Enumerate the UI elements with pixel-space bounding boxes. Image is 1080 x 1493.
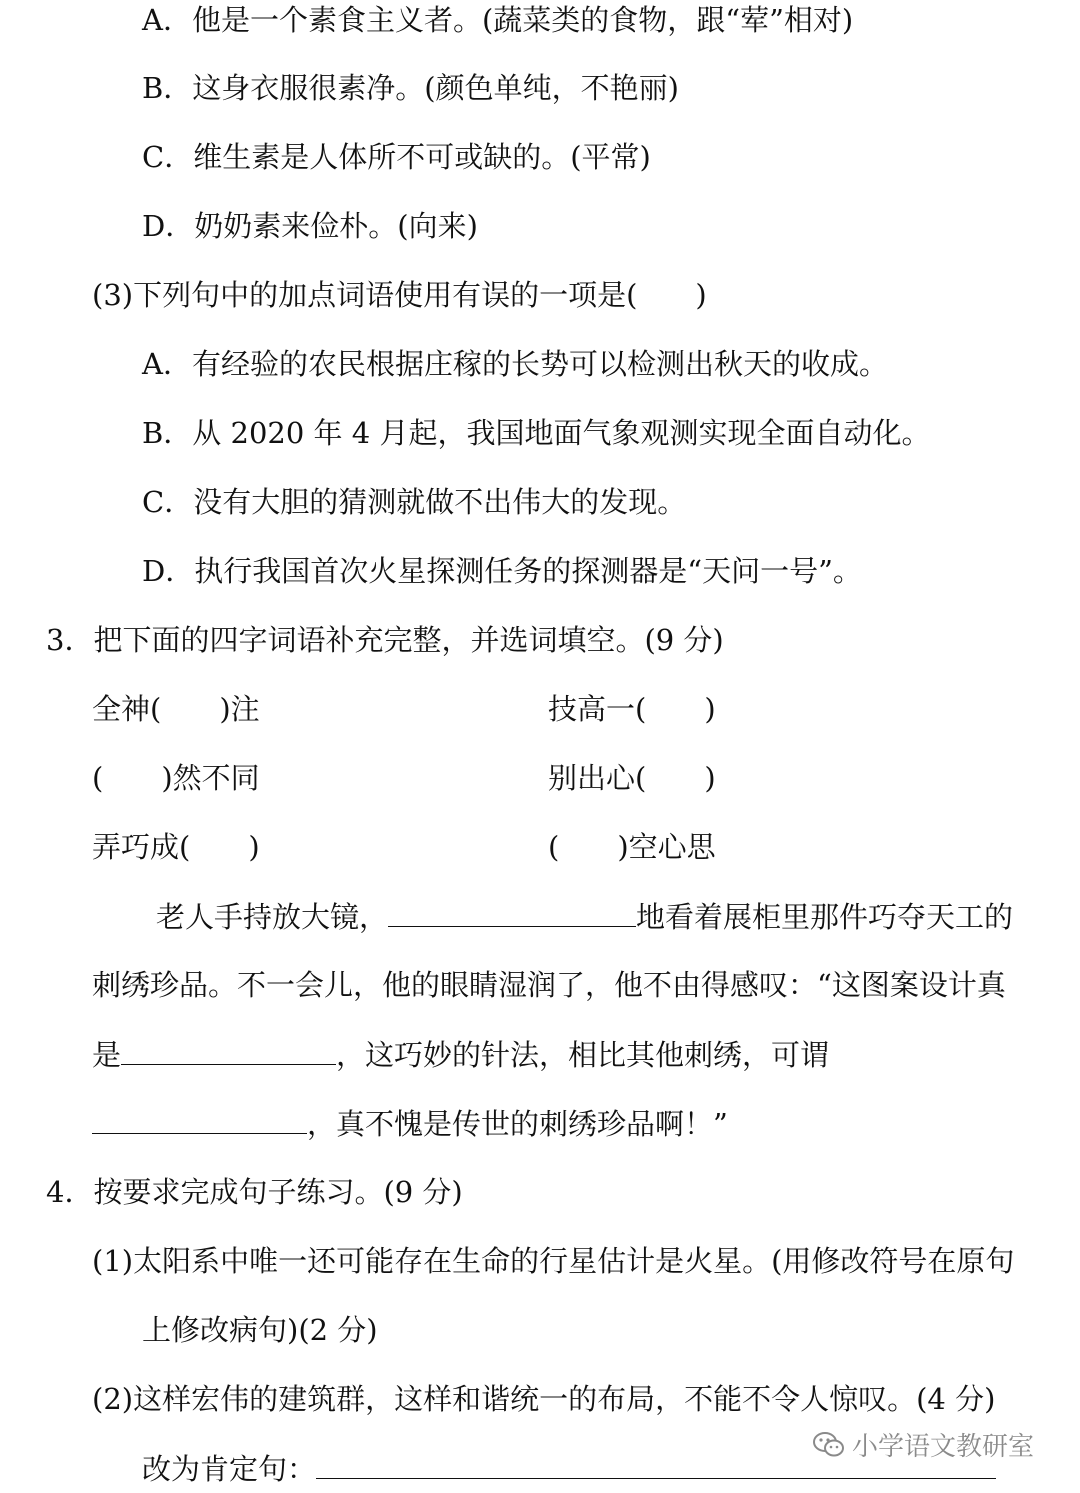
idiom-item: 弄巧成( ) bbox=[92, 830, 260, 864]
question-stem: 4．按要求完成句子练习。(9 分) bbox=[46, 1175, 463, 1209]
option-b: B．从 2020 年 4 月起，我国地面气象观测实现全面自动化。 bbox=[142, 416, 931, 450]
paragraph-text: ，真不愧是传世的刺绣珍品啊！” bbox=[307, 1107, 728, 1141]
question-stem: 3．把下面的四字词语补充完整，并选词填空。(9 分) bbox=[46, 623, 724, 657]
answer-blank-2[interactable] bbox=[121, 1034, 336, 1065]
watermark bbox=[812, 1426, 1034, 1463]
answer-blank-3[interactable] bbox=[92, 1103, 307, 1134]
sub-question-2: (2)这样宏伟的建筑群，这样和谐统一的布局，不能不令人惊叹。(4 分) bbox=[92, 1382, 996, 1416]
wechat-icon bbox=[812, 1430, 846, 1460]
watermark-text: 小学语文教研室 bbox=[852, 1432, 1035, 1462]
fill-paragraph-line-2: 刺绣珍品。不一会儿，他的眼睛湿润了，他不由得感叹：“这图案设计真 bbox=[92, 968, 1006, 1002]
option-b: B．这身衣服很素净。(颜色单纯，不艳丽) bbox=[142, 71, 679, 105]
idiom-item: 技高一( ) bbox=[548, 692, 716, 726]
idiom-item: 别出心( ) bbox=[548, 761, 716, 795]
question-stem: (3)下列句中的加点词语使用有误的一项是( ) bbox=[92, 278, 707, 312]
option-a: A．有经验的农民根据庄稼的长势可以检测出秋天的收成。 bbox=[142, 347, 888, 381]
paragraph-text: 是 bbox=[92, 1038, 122, 1072]
option-c: C．没有大胆的猜测就做不出伟大的发现。 bbox=[142, 485, 687, 519]
answer-blank-1[interactable] bbox=[388, 896, 636, 927]
fill-paragraph-line-3 bbox=[92, 1034, 829, 1075]
sub-question-1-continued: 上修改病句)(2 分) bbox=[142, 1313, 378, 1347]
option-d: D．奶奶素来俭朴。(向来) bbox=[142, 209, 478, 243]
fill-paragraph-line-4 bbox=[92, 1103, 728, 1144]
idiom-item: 全神( )注 bbox=[92, 692, 260, 726]
sub-question-1: (1)太阳系中唯一还可能存在生命的行星估计是火星。(用修改符号在原句 bbox=[92, 1244, 1015, 1278]
paragraph-text: ，这巧妙的针法，相比其他刺绣，可谓 bbox=[336, 1038, 830, 1072]
paragraph-text: 老人手持放大镜， bbox=[156, 900, 389, 934]
option-a: A．他是一个素食主义者。(蔬菜类的食物，跟“荤”相对) bbox=[142, 3, 854, 37]
option-d: D．执行我国首次火星探测任务的探测器是“天问一号”。 bbox=[142, 554, 862, 588]
fill-paragraph-line-1 bbox=[156, 896, 1013, 937]
idiom-item: ( )空心思 bbox=[548, 830, 716, 864]
idiom-item: ( )然不同 bbox=[92, 761, 260, 795]
paragraph-text: 地看着展柜里那件巧夺天工的 bbox=[636, 900, 1014, 934]
option-c: C．维生素是人体所不可或缺的。(平常) bbox=[142, 140, 651, 174]
answer-label: 改为肯定句： bbox=[142, 1452, 317, 1486]
